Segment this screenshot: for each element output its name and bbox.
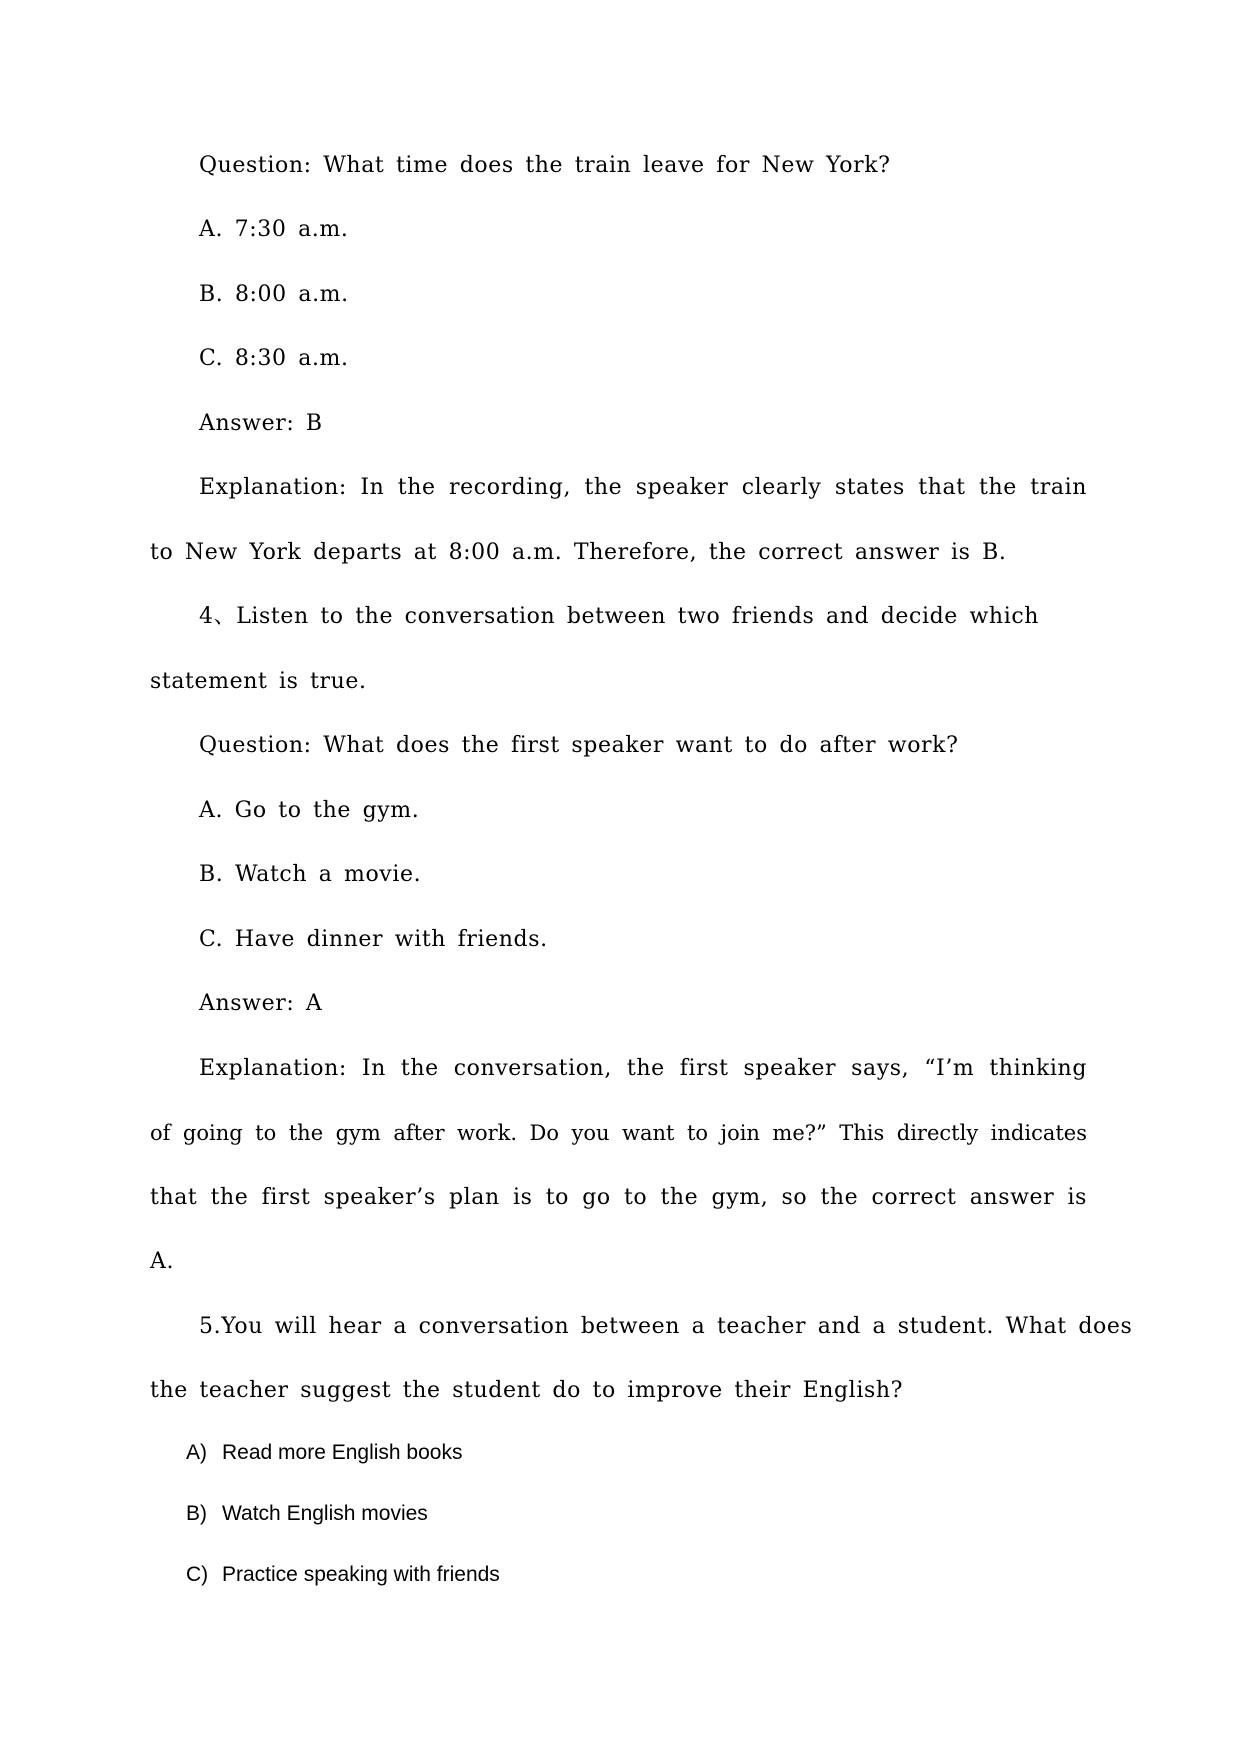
option-text: Watch English movies bbox=[222, 1502, 428, 1525]
q5-option-a bbox=[186, 1438, 462, 1468]
q5-prompt-line-2: the teacher suggest the student do to improve their English? bbox=[150, 1378, 904, 1403]
q4-explanation-line-1: Explanation: In the conversation, the first speaker says, “I’m thinking bbox=[199, 1056, 1087, 1081]
q4-option-c: C. Have dinner with friends. bbox=[199, 927, 548, 952]
q5-option-c bbox=[186, 1560, 500, 1590]
option-text: Read more English books bbox=[222, 1441, 463, 1464]
q3-answer: Answer: B bbox=[199, 411, 323, 436]
q4-question: Question: What does the first speaker want to do after work? bbox=[199, 733, 959, 758]
q4-explanation-line-3: that the first speaker’s plan is to go to the gym, so the correct answer is bbox=[150, 1185, 1087, 1210]
q4-option-b: B. Watch a movie. bbox=[199, 862, 422, 887]
list-marker: A) bbox=[186, 1441, 207, 1464]
q3-explanation-line-1: Explanation: In the recording, the speaker clearly states that the train bbox=[199, 475, 1087, 500]
q4-prompt-line-1: 4、Listen to the conversation between two friends and decide which bbox=[199, 604, 1040, 629]
q3-question: Question: What time does the train leave for New York? bbox=[199, 153, 891, 178]
list-marker: B) bbox=[186, 1502, 207, 1525]
q5-option-b bbox=[186, 1499, 428, 1529]
list-marker: C) bbox=[186, 1563, 209, 1586]
q4-answer: Answer: A bbox=[199, 991, 323, 1016]
q5-prompt-line-1: 5.You will hear a conversation between a teacher and a student. What does bbox=[199, 1314, 1133, 1339]
q3-option-c: C. 8:30 a.m. bbox=[199, 346, 349, 371]
q3-option-a: A. 7:30 a.m. bbox=[199, 217, 349, 242]
q3-explanation-line-2: to New York departs at 8:00 a.m. Therefore, the correct answer is B. bbox=[150, 540, 1007, 565]
option-text: Practice speaking with friends bbox=[222, 1563, 500, 1586]
q4-option-a: A. Go to the gym. bbox=[199, 798, 420, 823]
q4-explanation-line-4: A. bbox=[150, 1249, 175, 1274]
q4-prompt-line-2: statement is true. bbox=[150, 669, 367, 694]
q3-option-b: B. 8:00 a.m. bbox=[199, 282, 349, 307]
q4-explanation-line-2: of going to the gym after work. Do you want to join me?” This directly indicates bbox=[150, 1121, 1087, 1145]
